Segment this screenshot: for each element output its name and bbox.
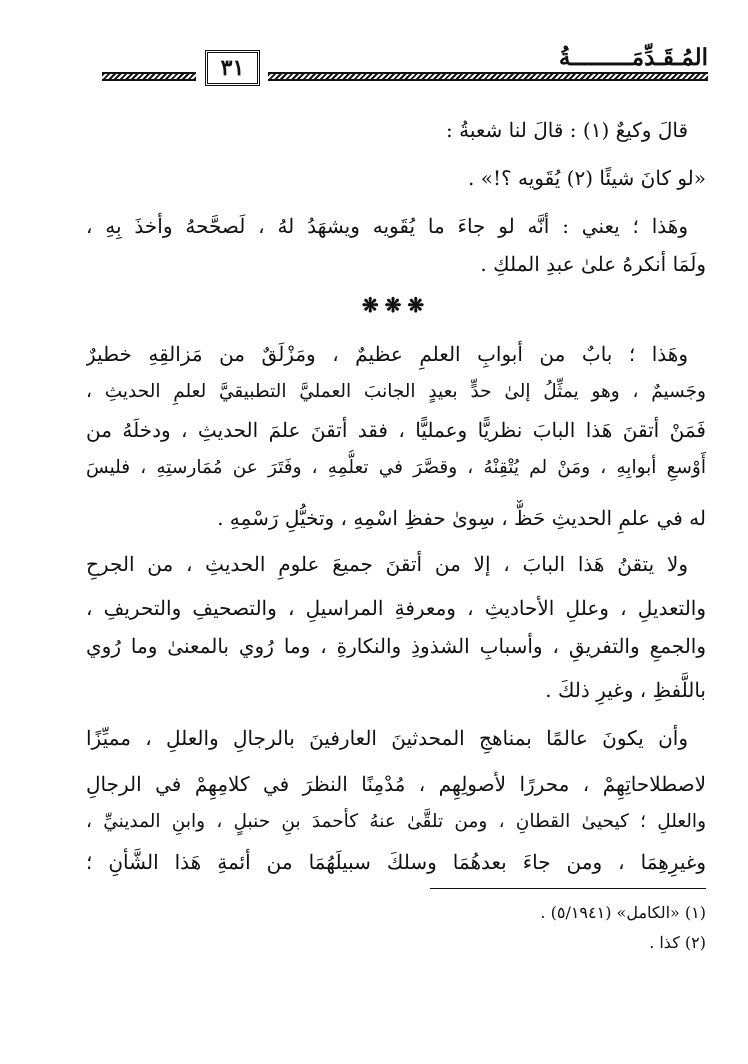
text-line: والجمعِ والتفريقِ ، وأسبابِ الشذوذِ والنكارةِ ، وما رُوي بالمعنىٰ وما رُوي: [86, 634, 706, 658]
text-line: قالَ وكيعٌ (١) : قالَ لنا شعبةُ :: [446, 118, 688, 142]
text-line: والتعديلِ ، وعللِ الأحاديثِ ، ومعرفةِ المراسيلِ ، والتصحيفِ والتحريفِ ،: [86, 596, 706, 620]
running-title: المُـقَـدِّمَـــــــــةُ: [558, 44, 708, 71]
text-line: باللَّفظِ ، وغيرِ ذلكَ .: [545, 678, 706, 702]
text-line: ولَمَا أنكرهُ علىٰ عبدِ الملكِ .: [480, 252, 706, 276]
text-line: له في علمِ الحديثِ حَظٌّ ، سِوىٰ حفظِ اسْمِهِ ، وتخيُّلِ رَسْمِهِ .: [217, 506, 706, 530]
footnote-1: (١) «الكامل» (٥/١٩٤١) .: [540, 903, 706, 922]
header-rule-right: [268, 72, 708, 81]
text-line: لاصطلاحاتِهِمْ ، محررًا لأصولِهِم ، مُدْمِنًا النظرَ في كلامِهِمْ في الرجالِ: [86, 772, 706, 796]
text-line: فَمَنْ أتقنَ هَذا البابَ نظريًّا وعمليًّا ، فقد أتقنَ علمَ الحديثِ ، ودخلَهُ من: [86, 418, 706, 442]
text-line: أَوْسعِ أبوابِهِ ، ومَنْ لم يُتْقِنْهُ ، وقصَّرَ في تعلُّمِهِ ، وفَتَرَ عن مُمَارستِهِ ، فليسَ: [86, 457, 706, 478]
text-line: وهَذا ؛ بابٌ من أبوابِ العلمِ عظيمٌ ، ومَزْلَقٌ من مَزالقِهِ خطيرٌ: [86, 342, 688, 366]
page-header: [100, 40, 708, 92]
text-line: والعللِ ؛ كيحيىٰ القطانِ ، ومن تلقَّىٰ عنهُ كأحمدَ بنِ حنبلٍ ، وابنِ المدينيِّ ،: [86, 811, 706, 832]
text-line: ولا يتقنُ هَذا البابَ ، إلا من أتقنَ جميعَ علومِ الحديثِ ، من الجرحِ: [86, 552, 688, 576]
text-line: «لو كانَ شيئًا (٢) يُقَويه ؟!» .: [468, 166, 706, 190]
text-line: وغيرِهِمَا ، ومن جاءَ بعدهُمَا وسلكَ سبيلَهُمَا من أئمةِ هَذا الشَّأنِ ؛: [86, 850, 706, 874]
text-line: وأن يكونَ عالمًا بمناهجِ المحدثينَ العارفينَ بالرجالِ والعللِ ، مميِّزًا: [86, 726, 688, 750]
text-line: وجَسيمٌ ، وهو يمثِّلُ إلىٰ حدٍّ بعيدٍ الجانبَ العمليَّ التطبيقيَّ لعلمِ الحديثِ ،: [86, 381, 706, 402]
section-separator: ❋❋❋: [361, 293, 431, 317]
footnote-divider: [430, 888, 706, 889]
page-number: ٣١: [205, 50, 260, 86]
text-line: وهَذا ؛ يعني : أنَّه لو جاءَ ما يُقَويه ويشهَدُ لهُ ، لَصحَّحهُ وأخذَ بِهِ ،: [86, 214, 688, 238]
footnote-2: (٢) كذا .: [649, 933, 706, 952]
header-rule-left: [102, 72, 196, 81]
